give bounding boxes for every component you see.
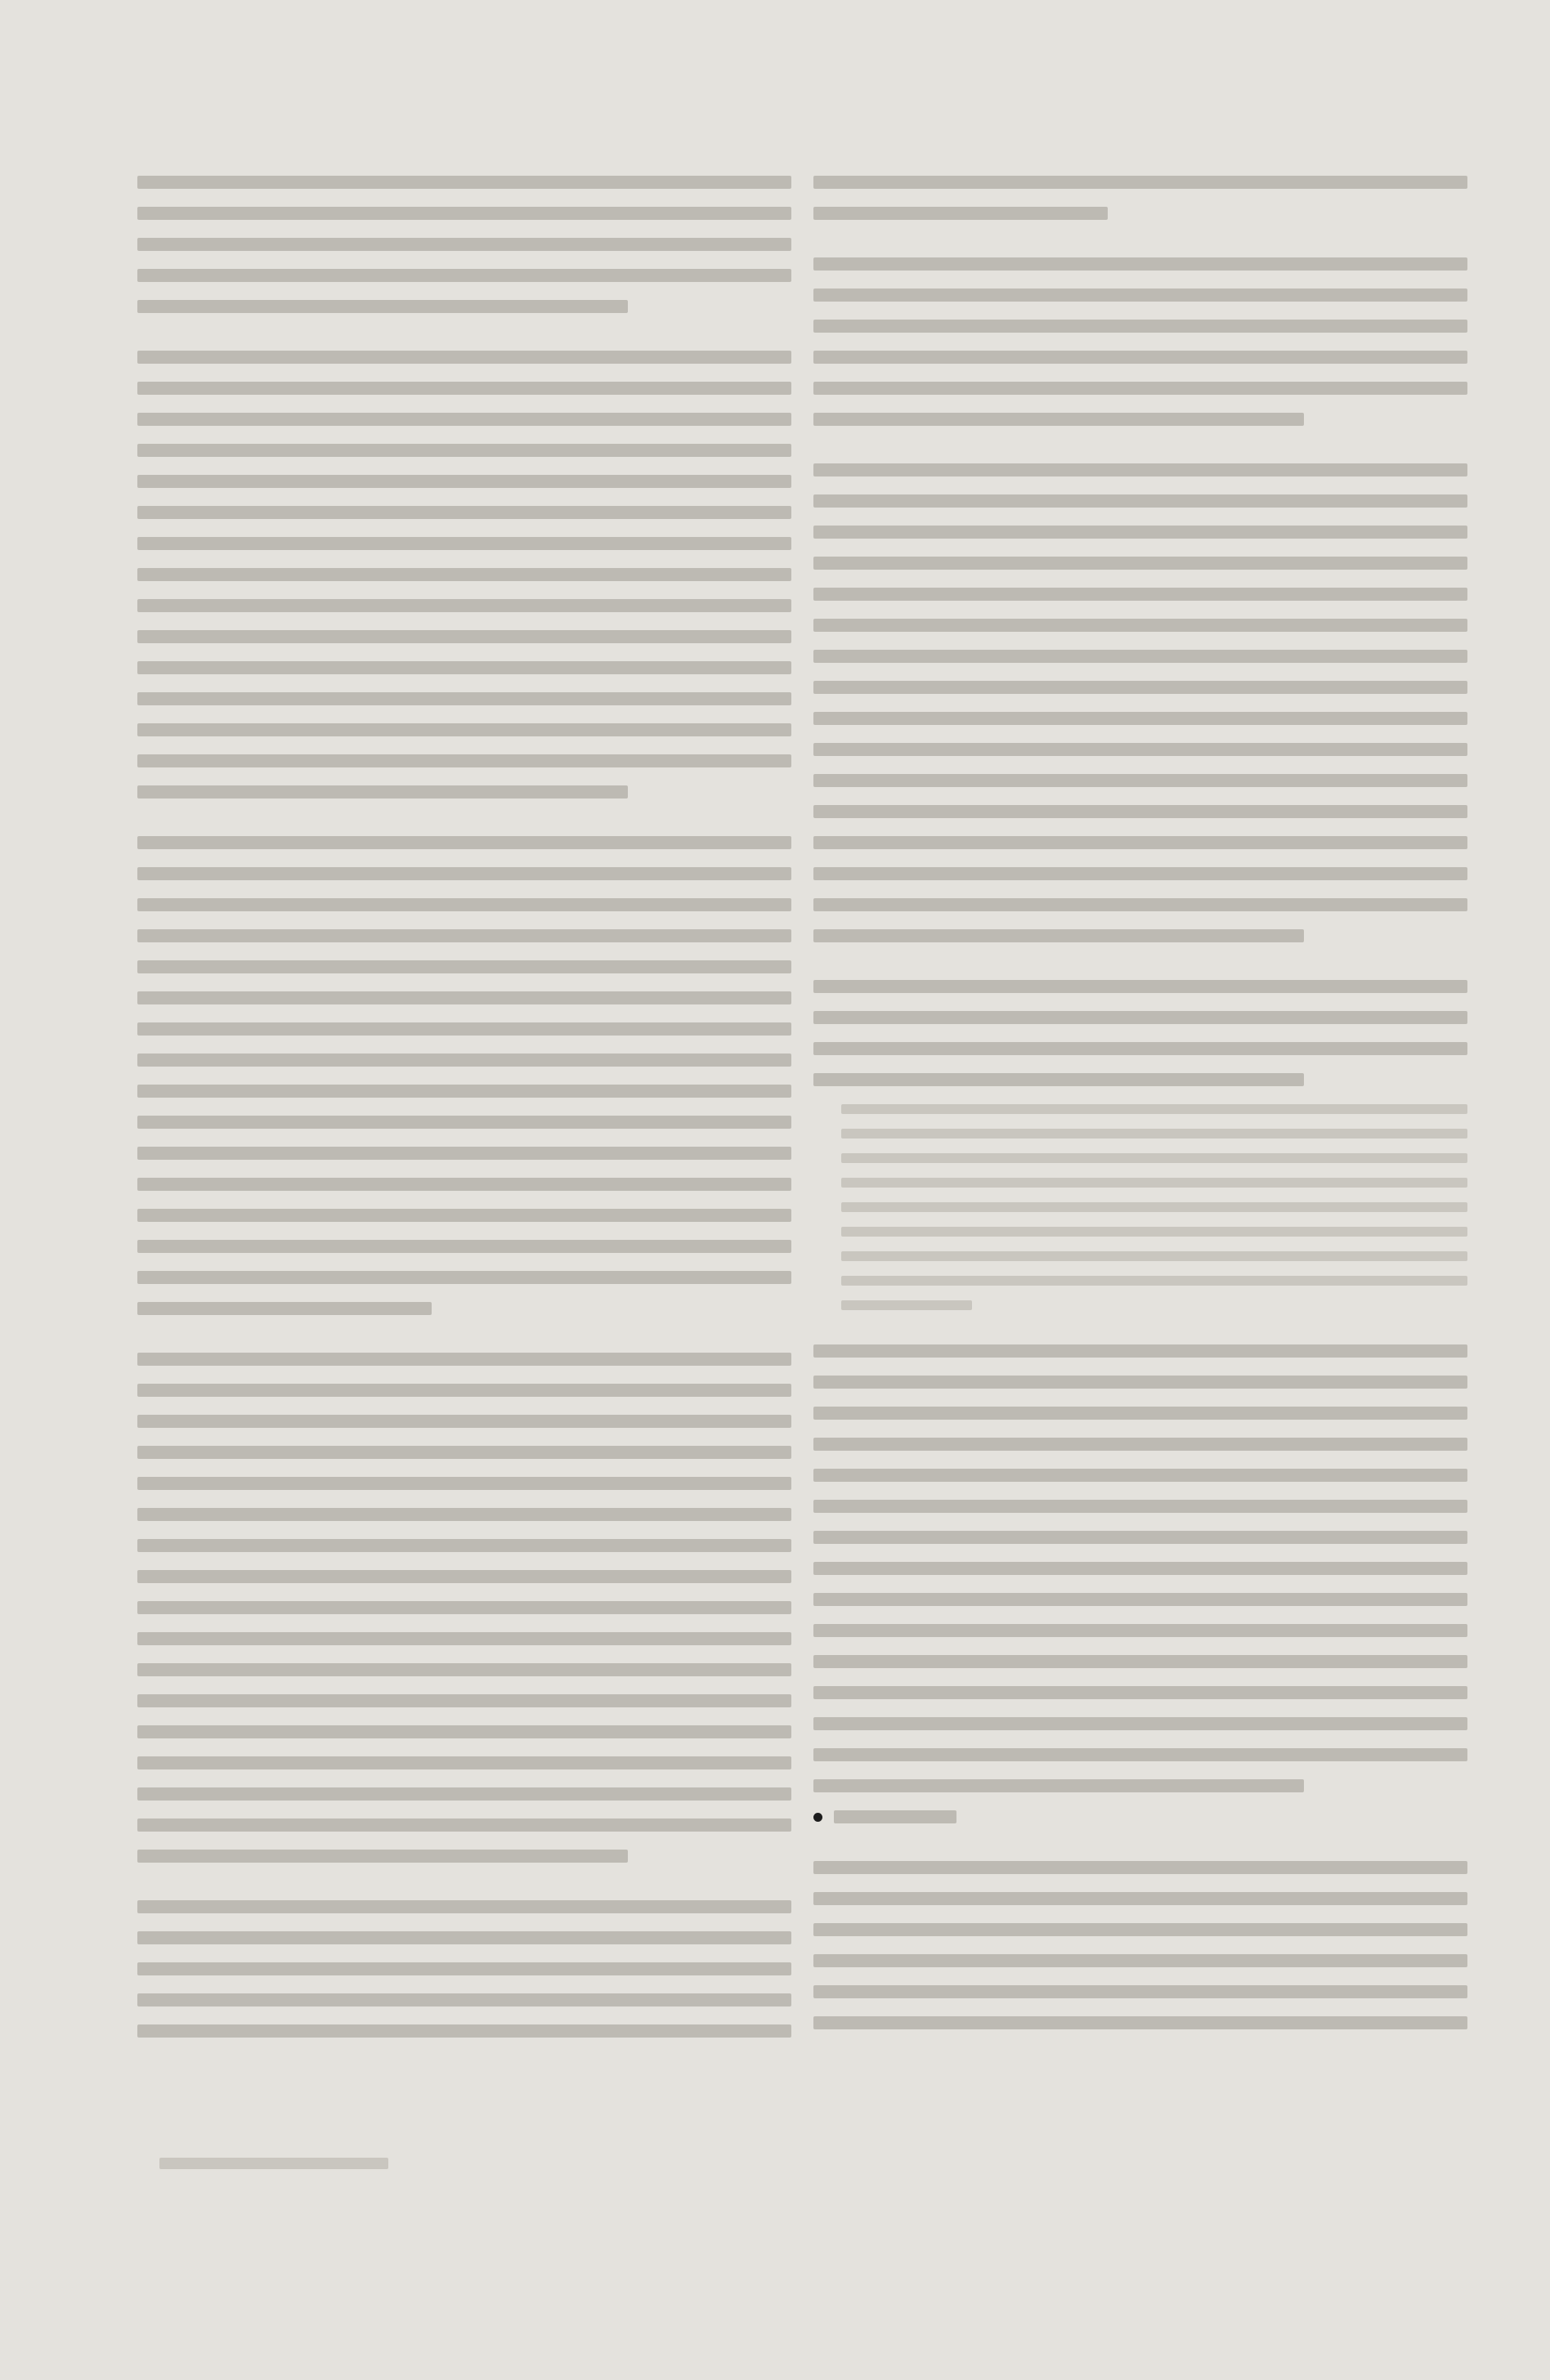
paragraph [813, 1861, 1467, 2029]
bullet-icon [813, 1813, 822, 1822]
paragraph [813, 257, 1467, 426]
paragraph [137, 351, 791, 799]
paragraph [813, 980, 1467, 1086]
paragraph [137, 1900, 791, 2038]
footer-attribution [159, 2158, 388, 2187]
right-column [813, 176, 1467, 2047]
paragraph [813, 463, 1467, 942]
paragraph [137, 1353, 791, 1863]
left-column [137, 176, 791, 2056]
paragraph [813, 176, 1467, 220]
time-stamp [813, 1810, 1467, 1823]
paragraph [813, 1344, 1467, 1792]
paragraph [137, 836, 791, 1315]
paragraph [137, 176, 791, 313]
block-quote [813, 1104, 1467, 1310]
